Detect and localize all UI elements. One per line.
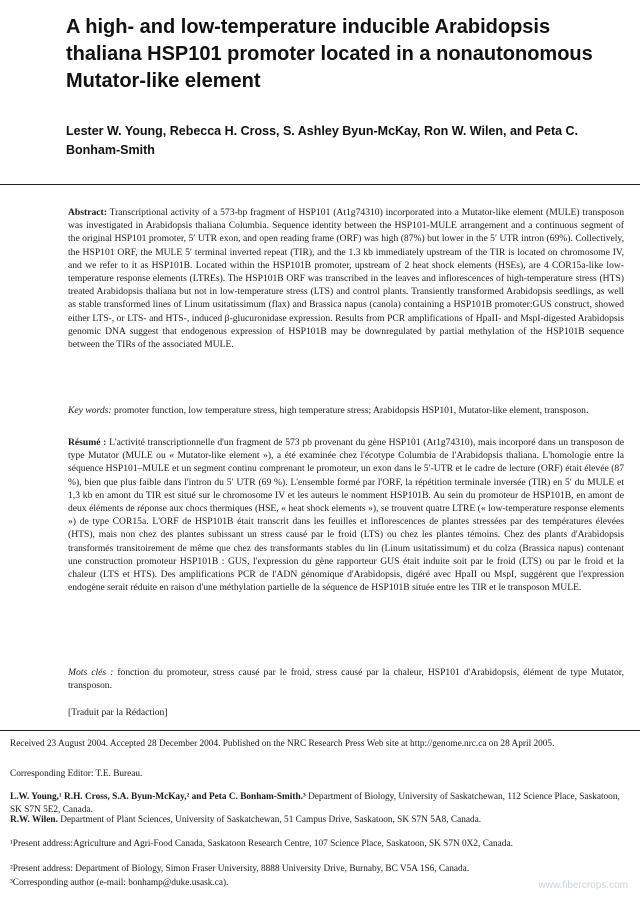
article-title: A high- and low-temperature inducible Arabidopsis thaliana HSP101 promoter located in a nonautonomous Mutator-like element: [66, 16, 593, 92]
resume-label: Résumé :: [68, 437, 107, 448]
mots-cles-label: Mots clés :: [68, 667, 114, 678]
abstract-text: Transcriptional activity of a 573-bp fragment of HSP101 (At1g74310) incorporated into a Mutator-like element (MULE) transposon was investigated in Arabidopsis thaliana Columbia. Sequence identity between the HSP101-MULE arrangement and a continuous segment of the original HSP101 promoter, 5′ UTR exon, and open reading frame (ORF) was high (87%) but lower in the 5′ UTR intron (69%). Collectively, the HSP101 ORF, the MULE 5′ terminal inverted repeat (TIR), and the 1.3 kb immediately upstream of the TIR is located on chromosome IV, and we refer to it as HSP101B. Located within the HSP101B promoter, upstream of 2 heat shock elements (HSEs), are 4 COR15a-like low-temperature response elements (LTREs). The HSP101B ORF was transcribed in the leaves and inflorescences of high-temperature stress (HTS) treated Arabidopsis thaliana but not in low-temperature stress (LTS) and control plants. Transiently transformed Arabidopsis seedlings, as well as stable transformed lines of Linum usitatissimum (flax) and Brassica napus (canola) containing a HSP101B promoter:GUS construct, showed either LTS-, or LTS- and HTS-, induced β-glucuronidase expression. Results from PCR amplifications of HpaII- and MspI-digested Arabidopsis genomic DNA suggest that endogenous expression of HSP101B may be downregulated by partial methylation of the HSP101B sequence between the TIRs of the associated MULE.: [68, 207, 624, 351]
keywords-section: [68, 404, 624, 417]
received-dates: Received 23 August 2004. Accepted 28 December 2004. Published on the NRC Research Press Web site at http://genome.nrc.ca on 28 April 2005.: [10, 739, 555, 749]
affiliation-1-names: L.W. Young,¹ R.H. Cross, S.A. Byun-McKay,² and Peta C. Bonham-Smith.³: [10, 792, 306, 802]
abstract-section: [68, 206, 624, 351]
affiliation-2-address: Department of Plant Sciences, University of Saskatchewan, 51 Campus Drive, Saskatoon, SK S7N 5A8, Canada.: [60, 815, 482, 825]
present-address-2: ²Present address: Department of Biology, Simon Fraser University, 8888 University Drive, Burnaby, BC V5A 1S6, Canada.: [10, 864, 470, 874]
site-watermark: www.fibercrops.com: [538, 880, 628, 891]
keywords-text: promoter function, low temperature stress, high temperature stress; Arabidopsis HSP101, Mutator-like element, transposon.: [114, 405, 589, 416]
keywords-label: Key words:: [68, 405, 112, 416]
mots-cles-section: [68, 666, 624, 692]
resume-section: [68, 436, 624, 594]
affiliation-1-address: Department of Biology, University of Saskatchewan, 112 Science Place, Saskatoon, SK S7N 5E2, Canada.: [10, 792, 620, 815]
present-address-1: ¹Present address:Agriculture and Agri-Food Canada, Saskatoon Research Centre, 107 Science Place, Saskatoon, SK S7N 0X2, Canada.: [10, 839, 513, 849]
corresponding-author-email: ³Corresponding author (e-mail: bonhamp@duke.usask.ca).: [10, 878, 229, 888]
footer-divider: [0, 730, 640, 731]
abstract-label: Abstract:: [68, 207, 107, 218]
author-list: Lester W. Young, Rebecca H. Cross, S. Ashley Byun-McKay, Ron W. Wilen, and Peta C. Bonham-Smith: [66, 124, 579, 157]
author-affiliation-2: [10, 814, 624, 827]
mots-cles-text: fonction du promoteur, stress causé par le froid, stress causé par la chaleur, HSP101 d'Arabidopsis, élément de type Mutator, transposon.: [68, 667, 624, 692]
affiliation-2-name: R.W. Wilen.: [10, 815, 58, 825]
header-divider: [0, 184, 640, 185]
corresponding-editor: Corresponding Editor: T.E. Bureau.: [10, 769, 143, 779]
translation-note: [Traduit par la Rédaction]: [68, 707, 168, 718]
author-affiliation-1: [10, 791, 624, 816]
resume-text: L'activité transcriptionnelle d'un fragment de 573 pb provenant du gène HSP101 (At1g74310), mais incorporé dans un transposon de type Mutator (MULE ou « Mutator-like element »), a été examinée chez l'écotype Columbia de l'Arabidopsis thaliana. L'homologie entre la séquence HSP101–MULE et un segment continu comprenant le promoteur, un exon dans le 5′-UTR et le cadre de lecture (ORF) était élevée (87 %), bien que plus faible dans l'intron du 5′ UTR (69 %). L'ensemble formé par l'ORF, la répétition terminale inversée (TIR) en 5′ du MULE et 1,3 kb en amont du TIR est situé sur le chromosome IV et les auteurs le nomment HSP101B. Au sein du promoteur de HSP101B, en amont de deux éléments de réponse aux chocs thermiques (HSE, « heat shock elements »), se trouvent quatre LTRE (« low-temperature response elements ») de type COR15a. L'ORF de HSP101B était transcrit dans les feuilles et inflorescences de plantes stressées par des températures élevées (HTS), mais non chez des plantes subissant un stress causé par le froid (LTS) ou chez les plantes témoins. Chez des plants d'Arabidopsis transformés transitoirement de même que chez des transformants stables du lin (Linum usitatissimum) et du colza (Brassica napus) contenant une construction promoteur HSP101B : GUS, l'expression du gène rapporteur GUS était induite soit par le froid (LTS) ou par le froid et la chaleur (LTS et HTS). Des amplifications PCR de l'ADN génomique d'Arabidopsis, digéré avec HpaII ou MspI, suggèrent que l'expression endogène serait réduite en raison d'une méthylation partielle de la séquence de HSP101B située entre les TIR et le transposon MULE.: [68, 437, 625, 594]
